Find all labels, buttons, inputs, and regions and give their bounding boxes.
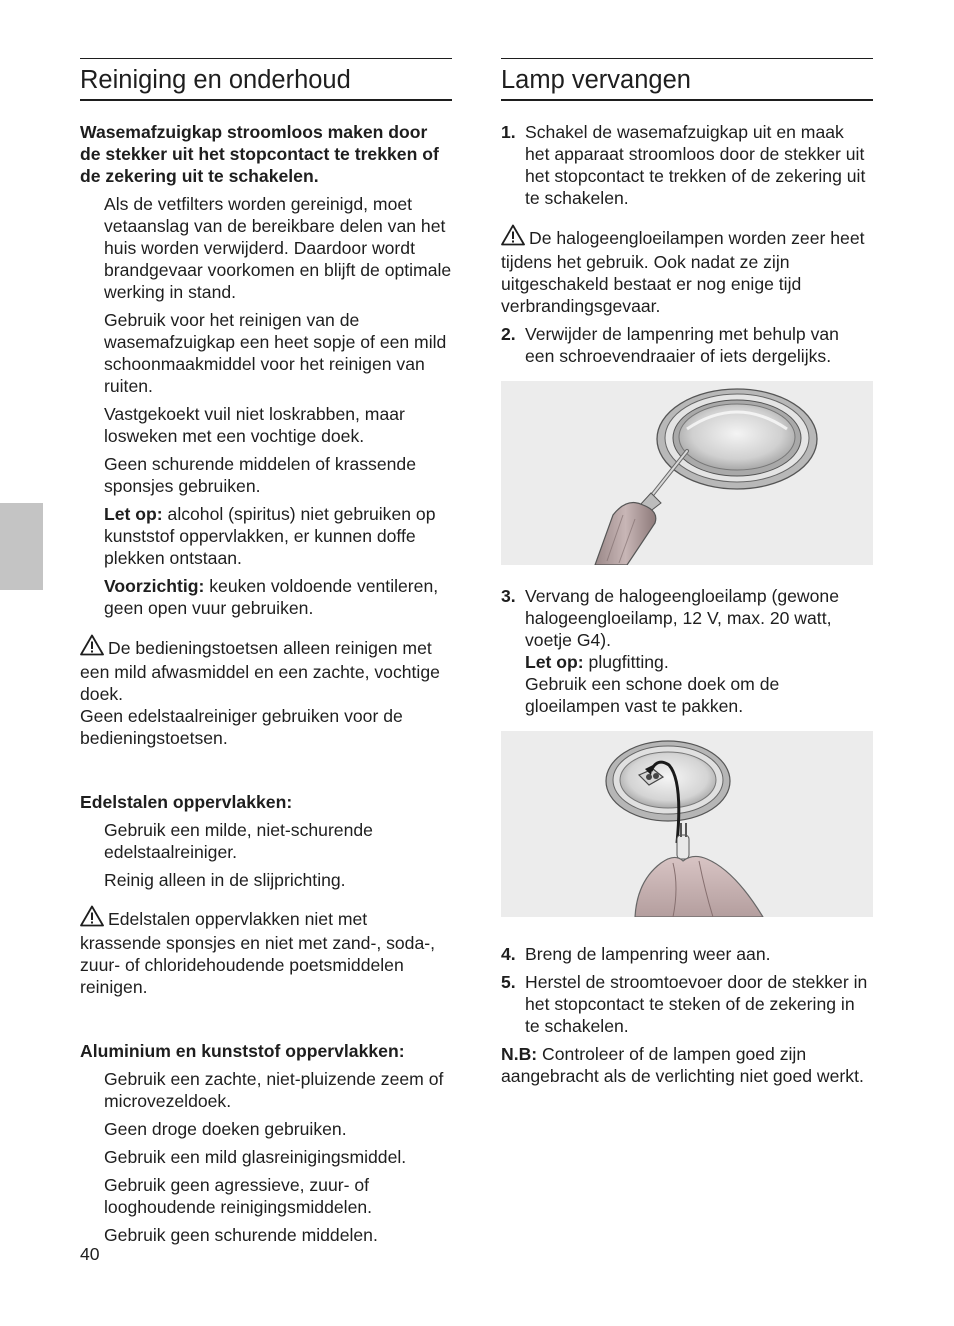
alu-item: Gebruik geen agressieve, zuur- of looghoudende reinigingsmiddelen.: [104, 1175, 373, 1217]
step-text: Vervang de halogeengloeilamp (gewone halogeengloeilamp, 12 V, max. 20 watt, voetje G4).: [525, 586, 839, 650]
steps-list: [501, 585, 873, 717]
voorzichtig-label: Voorzichtig:: [104, 576, 205, 596]
step-3: [501, 585, 873, 717]
right-column: [501, 58, 873, 1087]
lead-instruction: Wasemafzuigkap stroomloos maken door de stekker uit het stopcontact te trekken of de zekering uit te schakelen.: [80, 122, 439, 186]
steel-heading: Edelstalen oppervlakken:: [80, 792, 293, 812]
step-4: [501, 943, 873, 965]
tip-paragraph: Vastgekoekt vuil niet loskrabben, maar losweken met een vochtige doek.: [104, 404, 405, 446]
voorzichtig-text: keuken voldoende ventileren, geen open vuur gebruiken.: [104, 576, 439, 618]
warning-line: De bedieningstoetsen alleen reinigen met een mild afwasmiddel en een zachte, vochtige doek.: [80, 638, 440, 704]
step-text: Herstel de stroomtoevoer door de stekker in het stopcontact te steken of de zekering in te schakelen.: [525, 972, 868, 1036]
warning-hot: [501, 224, 873, 317]
section-heading: [80, 58, 452, 101]
warning-triangle-icon: [80, 634, 104, 661]
letop-label: Let op:: [104, 504, 163, 524]
tip-paragraph: Gebruik voor het reinigen van de wasemafzuigkap een heet sopje of een mild schoonmaakmiddel voor het reinigen van ruiten.: [104, 310, 447, 396]
bulb-replacement-illustration: [501, 731, 873, 917]
letop-note: [104, 503, 452, 569]
step-extra: Gebruik een schone doek om de gloeilampen vast te pakken.: [525, 674, 780, 716]
alu-item: Geen droge doeken gebruiken.: [104, 1119, 347, 1139]
alu-list: [80, 1068, 452, 1246]
steel-item: Reinig alleen in de slijprichting.: [104, 870, 346, 890]
section-heading: [501, 58, 873, 101]
alu-item: Gebruik een zachte, niet-pluizende zeem of microvezeldoek.: [104, 1069, 444, 1111]
step-number: 3.: [501, 586, 516, 606]
voorzichtig-note: [104, 575, 452, 619]
warning-line-2: Geen edelstaalreiniger gebruiken voor de bedieningstoetsen.: [80, 706, 403, 748]
warning-steel: [80, 905, 452, 998]
step-1: [501, 121, 873, 209]
left-column: [80, 58, 452, 1246]
letop-label: Let op:: [525, 652, 584, 672]
step-2: [501, 323, 873, 367]
warning-buttons: [80, 634, 452, 749]
steel-list: [80, 819, 452, 891]
steel-item: Gebruik een milde, niet-schurende edelstaalreiniger.: [104, 820, 373, 862]
screwdriver-lamp-illustration: [501, 381, 873, 565]
letop-text: alcohol (spiritus) niet gebruiken op kunststof oppervlakken, er kunnen doffe plekken ontstaan.: [104, 504, 436, 568]
step-number: 1.: [501, 122, 516, 142]
nb-label: N.B:: [501, 1044, 538, 1064]
page-number: 40: [80, 1244, 100, 1264]
steps-list: [501, 323, 873, 367]
page-title: Reiniging en onderhoud: [80, 66, 351, 94]
warning-text: [80, 634, 452, 705]
warning-triangle-icon: [80, 905, 104, 932]
letop-text: plugfitting.: [583, 652, 669, 672]
alu-item: Gebruik een mild glasreinigingsmiddel.: [104, 1147, 407, 1167]
tip-paragraph: Geen schurende middelen of krassende sponsjes gebruiken.: [104, 454, 416, 496]
warning-text: De halogeengloeilampen worden zeer heet tijdens het gebruik. Ook nadat ze zijn uitgeschakeld bestaat er nog enige tijd verbrandingsgevaar.: [501, 228, 865, 316]
warning-triangle-icon: [501, 224, 525, 251]
step-number: 4.: [501, 944, 516, 964]
cleaning-tips: [80, 193, 452, 619]
section-title: Lamp vervangen: [501, 66, 691, 94]
nb-note: [501, 1043, 873, 1087]
step-text: Schakel de wasemafzuigkap uit en maak het apparaat stroomloos door de stekker uit het stopcontact te trekken of de zekering uit te schakelen.: [525, 122, 866, 208]
tip-paragraph: Als de vetfilters worden gereinigd, moet vetaanslag van de bereikbare delen van het huis worden verwijderd. Daardoor wordt brandgevaar voorkomen en blijft de optimale werking in stand.: [104, 194, 452, 302]
warning-text: Edelstalen oppervlakken niet met krassende sponsjes en niet met zand-, soda-, zuur- of chloridehoudende poetsmiddelen reinigen.: [80, 909, 436, 997]
step-text: Breng de lampenring weer aan.: [525, 944, 771, 964]
figure-remove-ring: [501, 381, 873, 565]
step-text: Verwijder de lampenring met behulp van een schroevendraaier of iets dergelijks.: [525, 324, 839, 366]
nb-text: Controleer of de lampen goed zijn aangebracht als de verlichting niet goed werkt.: [501, 1044, 864, 1086]
side-tab: [0, 503, 43, 590]
steps-list: [501, 121, 873, 209]
steps-list: [501, 943, 873, 1037]
figure-replace-bulb: [501, 731, 873, 917]
step-number: 5.: [501, 972, 516, 992]
step-number: 2.: [501, 324, 516, 344]
alu-heading: Aluminium en kunststof oppervlakken:: [80, 1041, 405, 1061]
step-5: [501, 971, 873, 1037]
alu-item: Gebruik geen schurende middelen.: [104, 1225, 378, 1245]
